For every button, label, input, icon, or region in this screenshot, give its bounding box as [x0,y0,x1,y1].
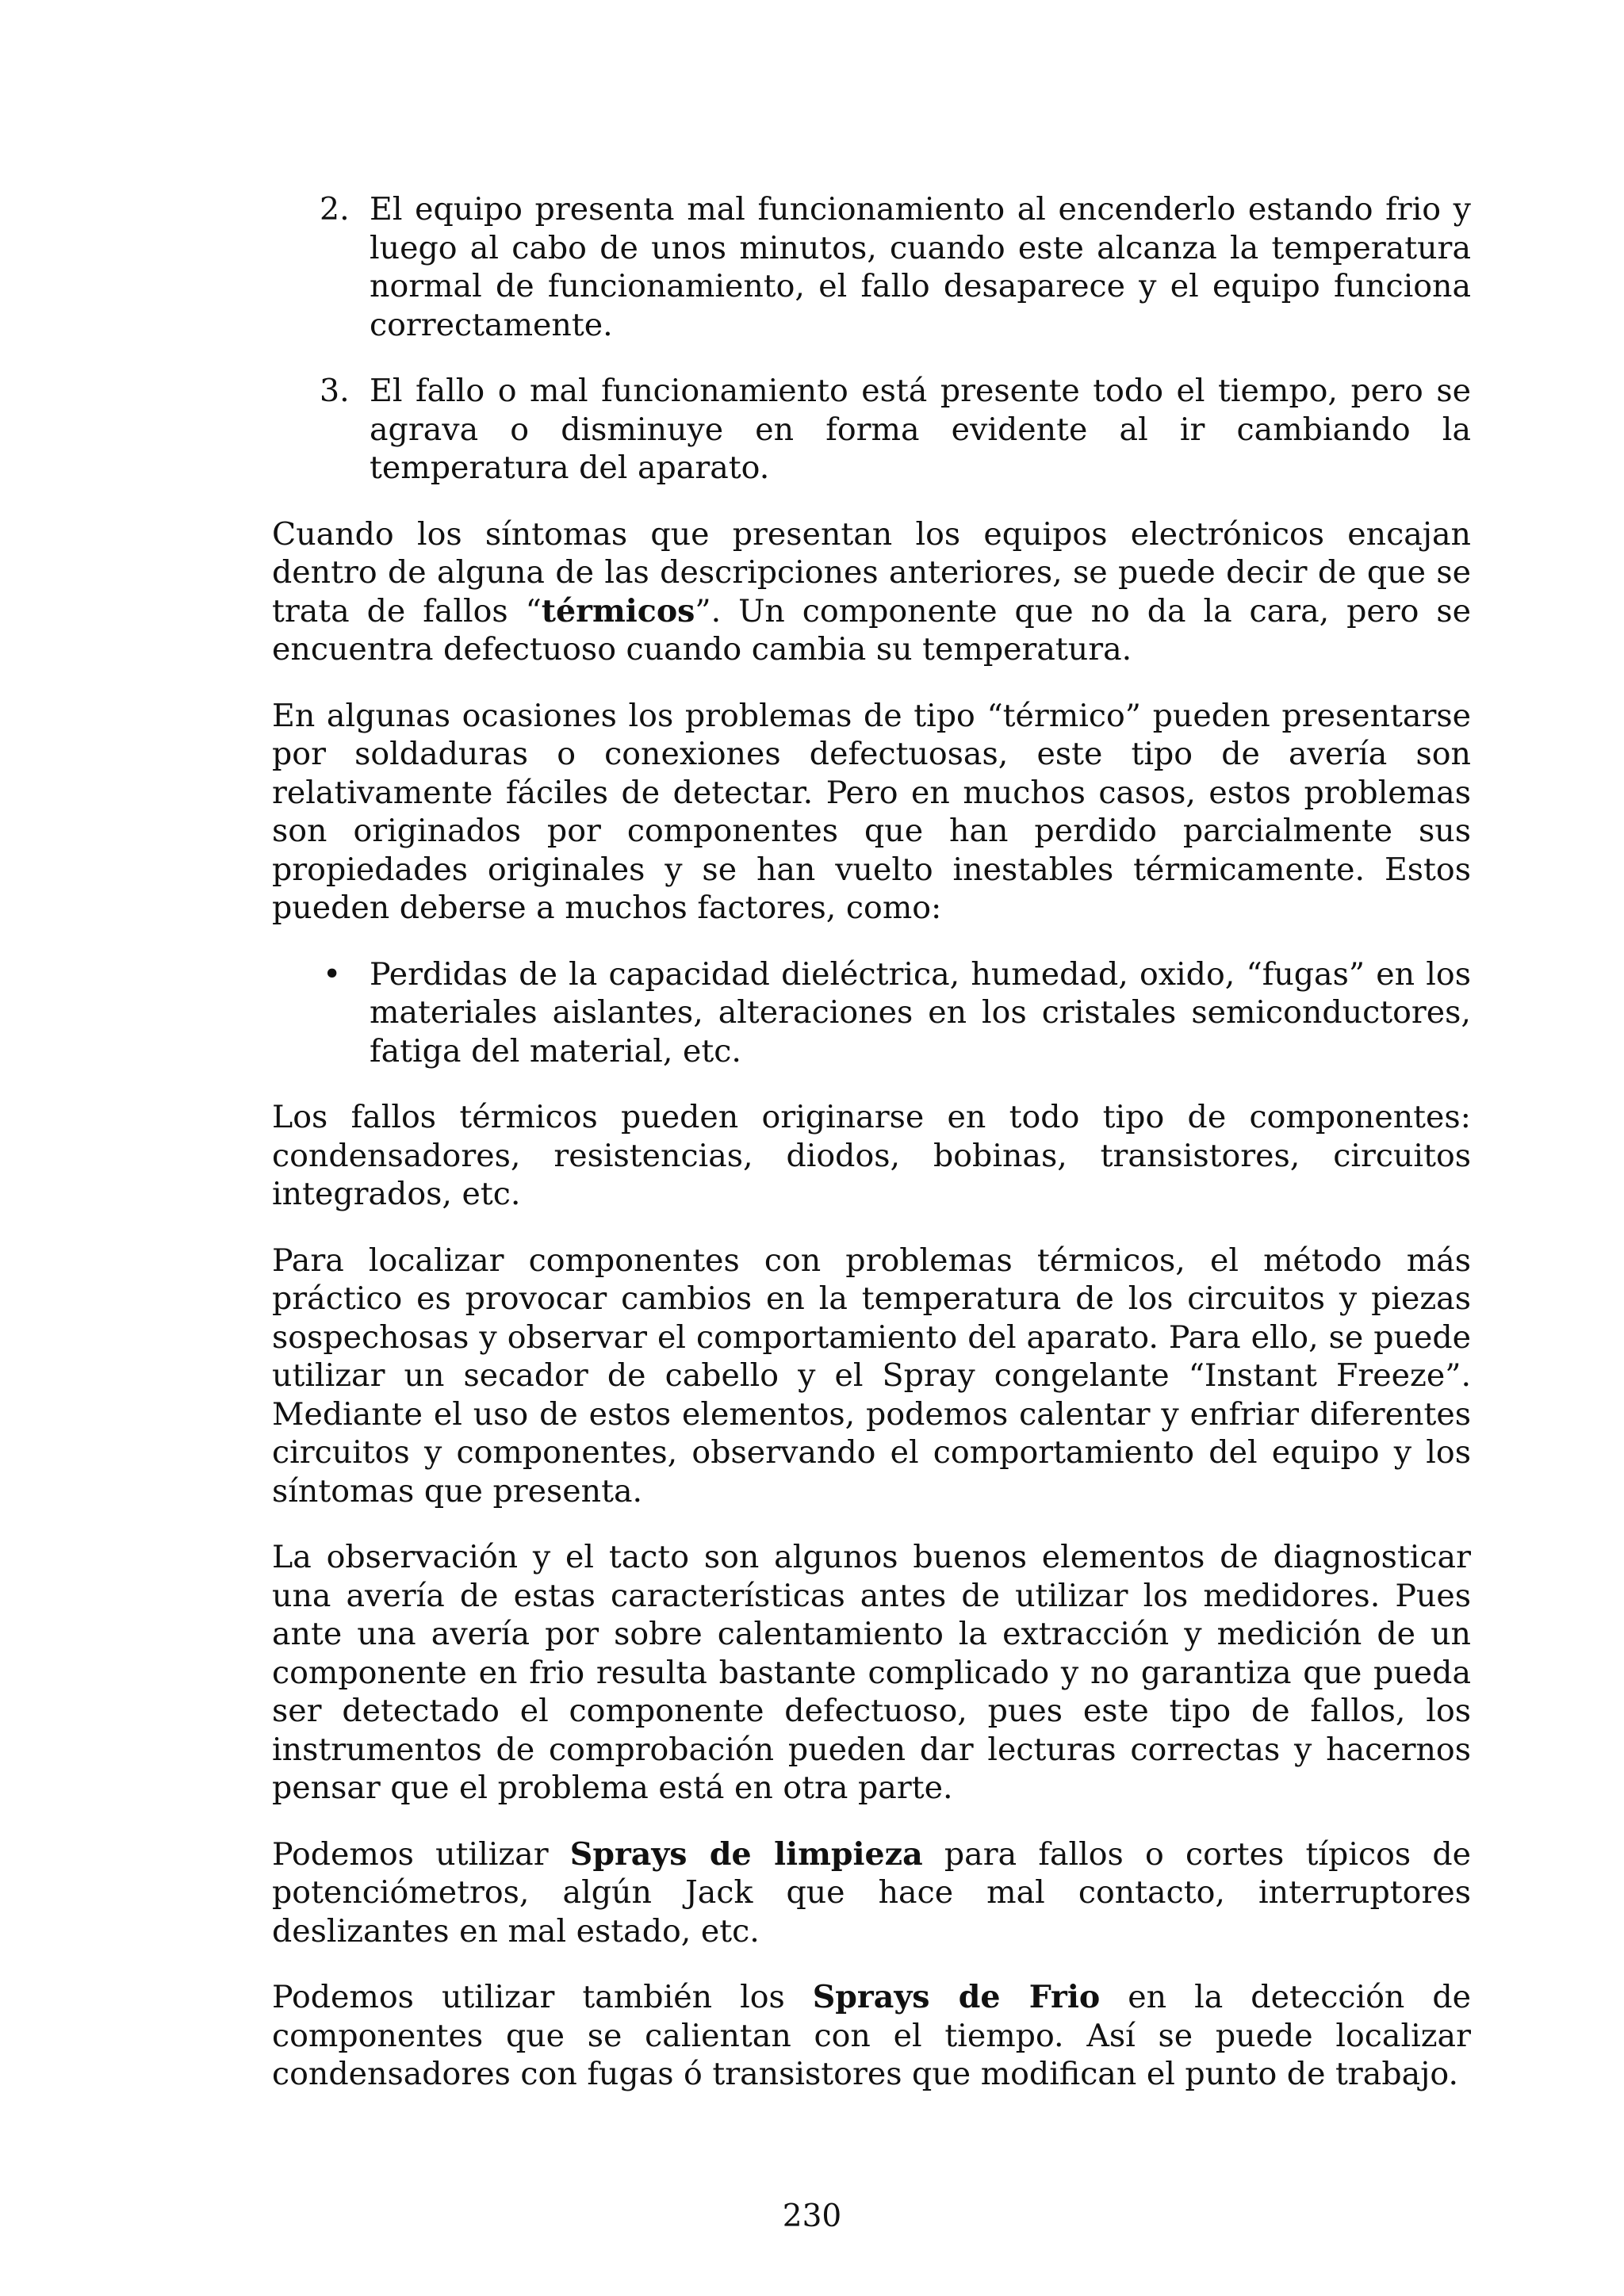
bold-term-termicos: térmicos [541,592,695,629]
bullet-item [272,955,1471,1071]
paragraph-component-types: Los fallos térmicos pueden originarse en todo tipo de componentes: condensadores, resistencias, diodos, bobinas, transistores, circuitos integrados, etc. [272,1099,1471,1212]
bold-term-sprays-frio: Sprays de Frio [812,1979,1101,2015]
list-item-text: El fallo o mal funcionamiento está presente todo el tiempo, pero se agrava o disminuye en forma evidente al ir cambiando la temperatura del aparato. [370,373,1471,486]
paragraph-cold-sprays [272,1978,1471,2094]
paragraph-cleaning-sprays [272,1835,1471,1951]
list-number: 2. [320,191,350,228]
list-item-2 [272,190,1471,344]
paragraph-observation: La observación y el tacto son algunos buenos elementos de diagnosticar una avería de estas características antes de utilizar los medidores. Pues ante una avería por sobre calentamiento la extracción y medición de un componente en frio resulta bastante complicado y no garantiza que pueda ser detectado el componente defectuoso, pues este tipo de fallos, los instrumentos de comprobación pueden dar lecturas correctas y hacernos pensar que el problema está en otra parte. [272,1539,1471,1806]
text-run: para fallos o cortes típicos de potenciómetros, algún Jack que hace mal contacto, interruptores deslizantes en mal estado, etc. [272,1835,1471,1950]
text-run: en la detección de componentes que se calientan con el tiempo. Así se puede localizar condensadores con fugas ó transistores que modifican el punto de trabajo. [272,1979,1471,2092]
list-number: 3. [320,373,350,409]
list-item-text: El equipo presenta mal funcionamiento al encenderlo estando frio y luego al cabo de unos minutos, cuando este alcanza la temperatura normal de funcionamiento, el fallo desaparece y el equipo funciona correctamente. [370,191,1471,343]
paragraph-thermal-faults [272,515,1471,669]
bullet-icon: • [323,955,342,993]
text-run: Podemos utilizar también los [272,1979,813,2015]
text-run: ”. Un componente que no da la cara, pero se encuentra defectuoso cuando cambia su temperatura. [272,592,1471,668]
text-run: Cuando los síntomas que presentan los equipos electrónicos encajan dentro de alguna de las descripciones anteriores, se puede decir de que se trata de fallos “ [272,515,1471,629]
bullet-text: Perdidas de la capacidad dieléctrica, humedad, oxido, “fugas” en los materiales aislantes, alteraciones en los cristales semiconductores, fatiga del material, etc. [370,955,1471,1070]
text-run: Podemos utilizar [272,1835,570,1873]
bold-term-sprays-limpieza: Sprays de limpieza [569,1835,923,1873]
paragraph-thermal-causes: En algunas ocasiones los problemas de tipo “térmico” pueden presentarse por soldaduras o conexiones defectuosas, este tipo de avería son relativamente fáciles de detectar. Pero en muchos casos, estos problemas son originados por componentes que han perdido parcialmente sus propiedades originales y se han vuelto inestables térmicamente. Estos pueden deberse a muchos factores, como: [272,697,1471,926]
page-number: 230 [782,2198,842,2234]
page-content [272,190,1471,2122]
paragraph-localization-method: Para localizar componentes con problemas térmicos, el método más práctico es provocar cambios en la temperatura de los circuitos y piezas sospechosas y observar el comportamiento del aparato. Para ello, se puede utilizar un secador de cabello y el Spray congelante “Instant Freeze”. Mediante el uso de estos elementos, podemos calentar y enfriar diferentes circuitos y componentes, observando el comportamiento del equipo y los síntomas que presenta. [272,1242,1471,1510]
list-item-3 [272,372,1471,488]
